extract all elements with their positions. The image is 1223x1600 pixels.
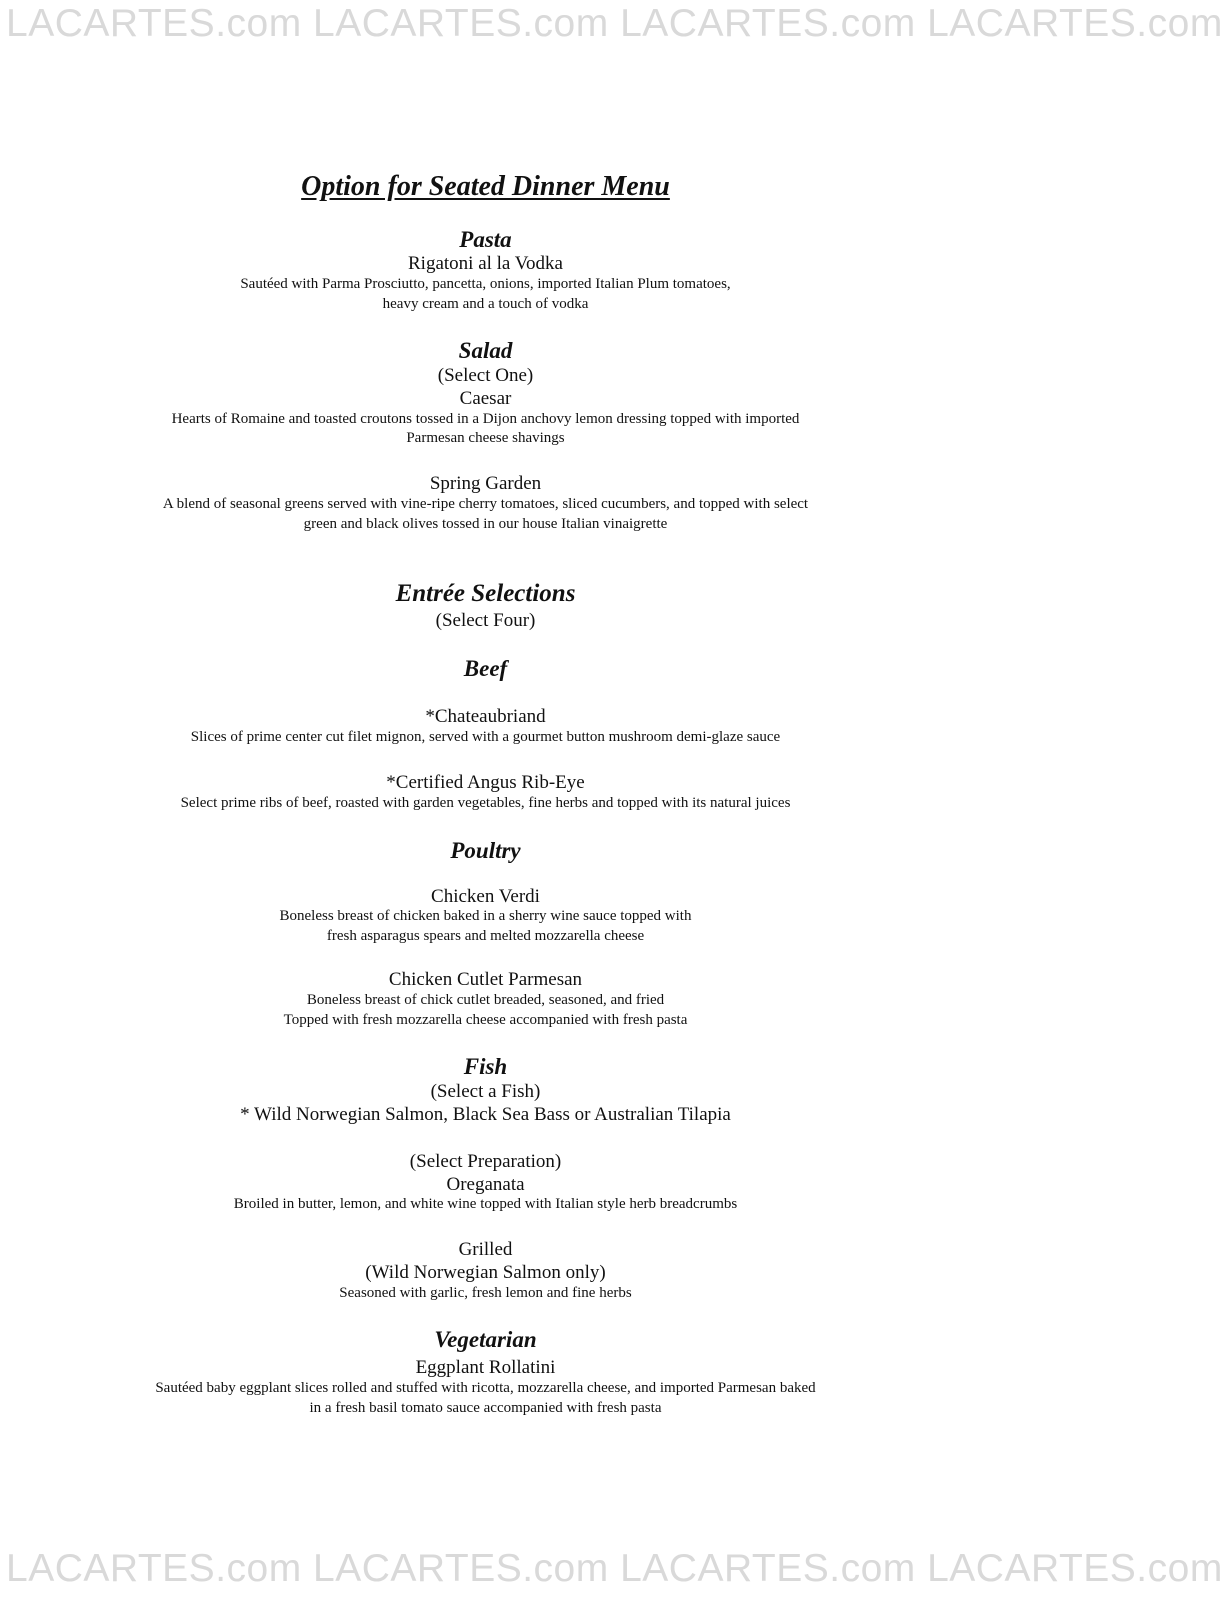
- fish-options: * Wild Norwegian Salmon, Black Sea Bass or Australian Tilapia: [240, 1104, 731, 1125]
- pasta-desc-line1: Sautéed with Parma Prosciutto, pancetta, onions, imported Italian Plum tomatoes,: [240, 276, 731, 292]
- eggplant-rollatini-name: Eggplant Rollatini: [415, 1357, 556, 1378]
- fish-select-note: (Select a Fish): [430, 1081, 541, 1102]
- pasta-dish-name: Rigatoni al la Vodka: [408, 253, 563, 274]
- chateaubriand-desc: Slices of prime center cut filet mignon, served with a gourmet button mushroom demi-glaze sauce: [190, 729, 781, 745]
- salad-select-note: (Select One): [437, 365, 534, 386]
- oreganata-desc: Broiled in butter, lemon, and white wine topped with Italian style herb breadcrumbs: [233, 1196, 738, 1212]
- menu-title: Option for Seated Dinner Menu: [301, 171, 670, 202]
- grilled-desc: Seasoned with garlic, fresh lemon and fine herbs: [339, 1285, 632, 1301]
- entree-select-note: (Select Four): [435, 610, 536, 631]
- chicken-verdi-name: Chicken Verdi: [431, 886, 540, 907]
- eggplant-rollatini-desc-line2: in a fresh basil tomato sauce accompanied with fresh pasta: [309, 1400, 662, 1416]
- chateaubriand-name: *Chateaubriand: [425, 706, 546, 727]
- beef-heading: Beef: [463, 656, 508, 681]
- fish-preparation-note: (Select Preparation): [409, 1151, 562, 1172]
- spring-garden-name: Spring Garden: [429, 473, 542, 494]
- chicken-verdi-desc-line2: fresh asparagus spears and melted mozzarella cheese: [326, 928, 645, 944]
- grilled-name: Grilled: [458, 1239, 513, 1260]
- pasta-desc-line2: heavy cream and a touch of vodka: [382, 296, 589, 312]
- poultry-heading: Poultry: [450, 838, 521, 863]
- chicken-cutlet-desc-line1: Boneless breast of chick cutlet breaded, seasoned, and fried: [306, 992, 665, 1008]
- oreganata-name: Oreganata: [446, 1174, 525, 1195]
- ribeye-desc: Select prime ribs of beef, roasted with garden vegetables, fine herbs and topped with its natural juices: [180, 795, 791, 811]
- watermark-top: LACARTES.com LACARTES.com LACARTES.com LACARTES.com: [6, 2, 1223, 45]
- chicken-cutlet-desc-line2: Topped with fresh mozzarella cheese accompanied with fresh pasta: [283, 1012, 688, 1028]
- eggplant-rollatini-desc-line1: Sautéed baby eggplant slices rolled and stuffed with ricotta, mozzarella cheese, and imported Parmesan baked: [155, 1380, 816, 1396]
- chicken-cutlet-name: Chicken Cutlet Parmesan: [388, 969, 583, 990]
- pasta-heading: Pasta: [459, 227, 512, 252]
- fish-heading: Fish: [463, 1054, 508, 1079]
- caesar-desc-line2: Parmesan cheese shavings: [406, 430, 565, 446]
- salad-heading: Salad: [458, 338, 513, 363]
- grilled-note: (Wild Norwegian Salmon only): [365, 1262, 606, 1283]
- caesar-name: Caesar: [459, 388, 512, 409]
- spring-garden-desc-line1: A blend of seasonal greens served with vine-ripe cherry tomatoes, sliced cucumbers, and topped with select: [162, 496, 809, 512]
- entree-heading: Entrée Selections: [395, 580, 576, 607]
- spring-garden-desc-line2: green and black olives tossed in our house Italian vinaigrette: [303, 516, 668, 532]
- ribeye-name: *Certified Angus Rib-Eye: [386, 772, 585, 793]
- watermark-bottom: LACARTES.com LACARTES.com LACARTES.com LACARTES.com: [6, 1547, 1223, 1590]
- caesar-desc-line1: Hearts of Romaine and toasted croutons tossed in a Dijon anchovy lemon dressing topped with imported: [171, 411, 800, 427]
- vegetarian-heading: Vegetarian: [434, 1327, 537, 1352]
- chicken-verdi-desc-line1: Boneless breast of chicken baked in a sherry wine sauce topped with: [279, 908, 692, 924]
